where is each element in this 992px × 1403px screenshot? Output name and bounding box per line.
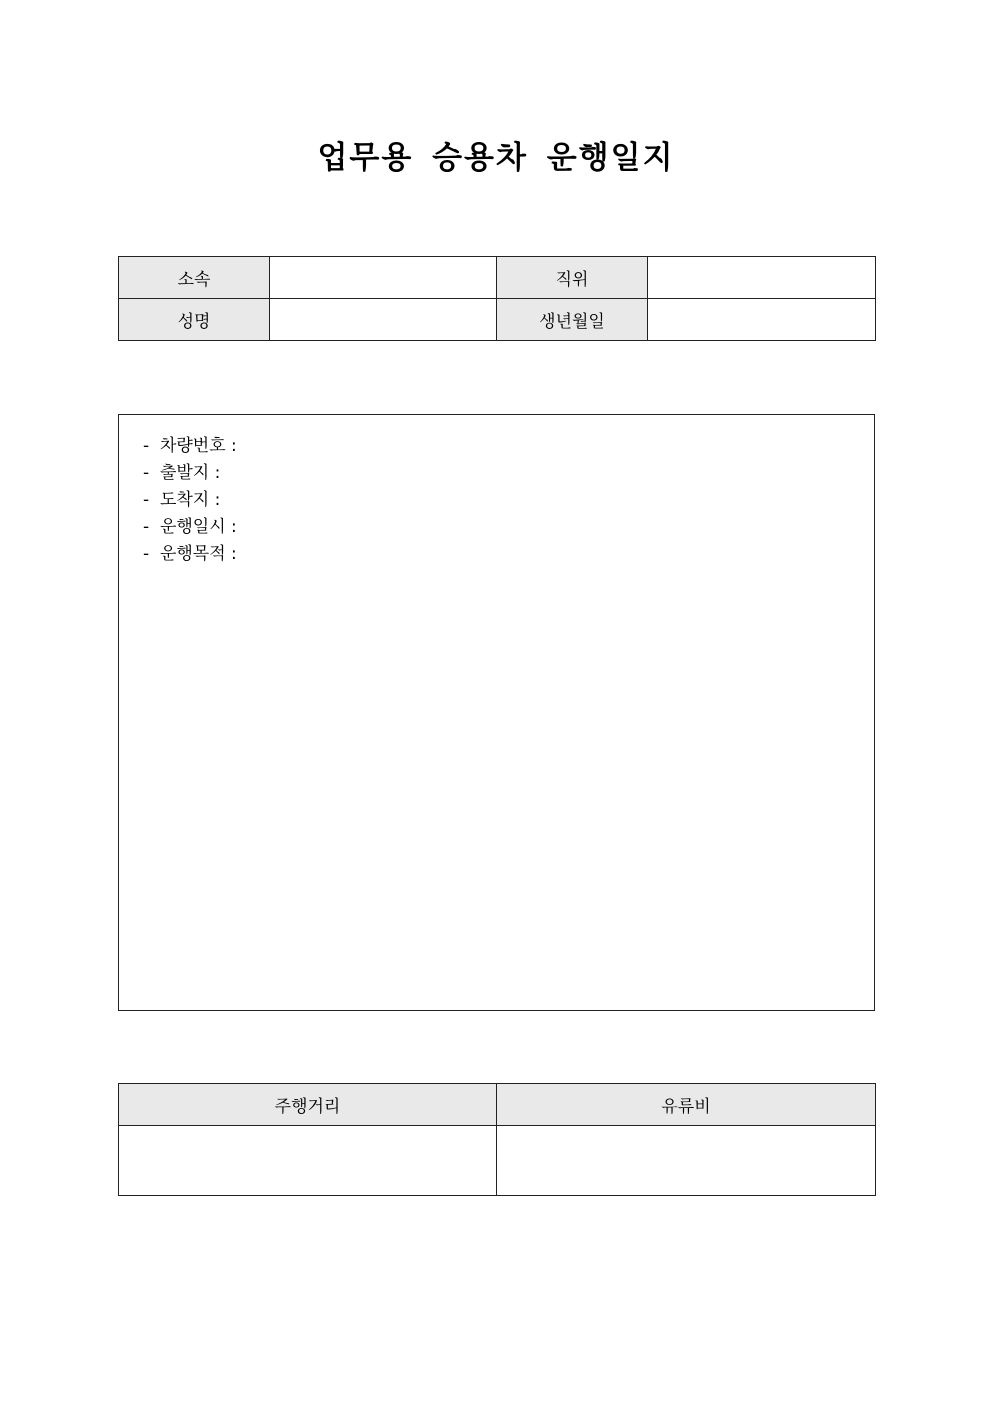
distance-field[interactable] — [119, 1126, 497, 1196]
birthdate-field[interactable] — [648, 299, 876, 341]
name-field[interactable] — [270, 299, 497, 341]
trip-details-list — [119, 415, 874, 568]
personal-info-table — [118, 256, 876, 341]
info-row-name — [119, 299, 876, 341]
trip-purpose-item: - 운행목적 : — [143, 544, 237, 564]
affiliation-label: 소속 — [119, 257, 270, 299]
cost-header-row — [119, 1084, 876, 1126]
distance-label: 주행거리 — [119, 1084, 497, 1126]
fuel-cost-label: 유류비 — [497, 1084, 876, 1126]
fuel-cost-field[interactable] — [497, 1126, 876, 1196]
birthdate-label: 생년월일 — [497, 299, 648, 341]
info-row-affiliation — [119, 257, 876, 299]
trip-details-box[interactable] — [118, 414, 875, 1011]
departure-item: - 출발지 : — [143, 463, 221, 483]
cost-value-row — [119, 1126, 876, 1196]
document-title: 업무용 승용차 운행일지 — [317, 140, 675, 176]
mileage-cost-table — [118, 1083, 876, 1196]
trip-datetime-item: - 운행일시 : — [143, 517, 237, 537]
name-label: 성명 — [119, 299, 270, 341]
affiliation-field[interactable] — [270, 257, 497, 299]
destination-item: - 도착지 : — [143, 490, 221, 510]
position-field[interactable] — [648, 257, 876, 299]
vehicle-number-item: - 차량번호 : — [143, 436, 237, 456]
position-label: 직위 — [497, 257, 648, 299]
